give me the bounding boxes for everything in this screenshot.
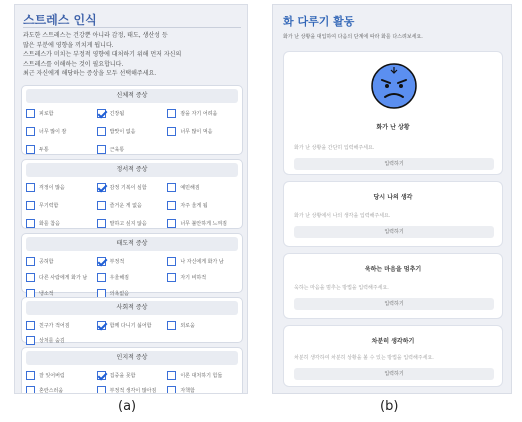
option-label: 화를 참음: [39, 220, 60, 227]
symptom-option[interactable]: [167, 106, 238, 120]
symptom-option[interactable]: [97, 270, 168, 284]
angry-face-icon: [370, 62, 418, 110]
option-label: 의욕없음: [109, 290, 129, 297]
checkbox[interactable]: [97, 145, 106, 154]
checkbox[interactable]: [26, 273, 35, 282]
card-title: 차분히 생각하기: [371, 338, 415, 345]
symptom-option[interactable]: [26, 368, 97, 382]
option-label: 무기력함: [39, 202, 59, 209]
card-input-placeholder[interactable]: 욱하는 마음을 멈추는 방법을 입력해주세요.: [294, 285, 389, 291]
symptom-option[interactable]: [26, 333, 97, 347]
checkbox[interactable]: [167, 386, 176, 395]
checkbox[interactable]: [167, 321, 176, 330]
page-title: 화 다루기 활동: [283, 15, 355, 28]
symptom-option[interactable]: [97, 198, 168, 212]
checkbox[interactable]: [167, 273, 176, 282]
card-title: 당시 나의 생각: [373, 194, 413, 201]
symptom-option[interactable]: [26, 142, 97, 156]
checkbox[interactable]: [167, 109, 176, 118]
symptom-option[interactable]: [167, 216, 238, 230]
section-heading: 인지적 증상: [26, 351, 238, 365]
symptom-option[interactable]: [97, 318, 168, 332]
symptom-section-attitude: [21, 233, 243, 297]
symptom-option[interactable]: [26, 216, 97, 230]
checkbox[interactable]: [97, 219, 106, 228]
option-label: 공허함: [39, 258, 54, 265]
symptom-grid: [22, 180, 242, 230]
symptom-option[interactable]: [97, 383, 168, 394]
option-label: 잠을 자기 어려움: [180, 110, 218, 117]
symptom-option[interactable]: [97, 254, 168, 268]
option-label: 자주 울게 됨: [180, 202, 208, 209]
symptom-option[interactable]: [26, 270, 97, 284]
input-button[interactable]: 입력하기: [294, 158, 494, 170]
symptom-option[interactable]: [97, 368, 168, 382]
symptom-option[interactable]: [97, 142, 168, 156]
checkbox[interactable]: [26, 219, 35, 228]
checkbox[interactable]: [26, 371, 35, 380]
option-label: 집중을 못함: [109, 372, 136, 379]
symptom-option[interactable]: [167, 318, 238, 332]
checkbox[interactable]: [97, 183, 106, 192]
checkbox[interactable]: [97, 321, 106, 330]
symptom-option[interactable]: [167, 383, 238, 394]
checkbox[interactable]: [167, 201, 176, 210]
option-label: 함께 다니기 싫어함: [109, 322, 152, 329]
symptom-option[interactable]: [26, 198, 97, 212]
checkbox[interactable]: [167, 371, 176, 380]
intro-line: 스트레스를 이해하는 것이 필요합니다.: [23, 60, 124, 68]
option-label: 밥맛이 없음: [109, 128, 136, 135]
option-label: 다른 사람에게 화가 남: [39, 274, 88, 281]
option-label: 상처를 숨김: [39, 337, 65, 344]
card-title: 욱하는 마음을 멈추기: [364, 266, 422, 273]
checkbox[interactable]: [97, 257, 106, 266]
option-label: 너무 많이 먹음: [180, 128, 213, 135]
symptom-section-social: [21, 297, 243, 343]
checkbox[interactable]: [97, 371, 106, 380]
symptom-grid: [22, 106, 242, 156]
checkbox[interactable]: [26, 386, 35, 395]
symptom-option[interactable]: [26, 124, 97, 138]
symptom-option[interactable]: [167, 180, 238, 194]
section-heading: 정서적 증상: [26, 163, 238, 177]
symptom-option[interactable]: [167, 254, 238, 268]
option-label: 나 자신에게 화가 남: [180, 258, 224, 265]
symptom-option[interactable]: [26, 318, 97, 332]
symptom-section-emotional: [21, 159, 243, 229]
activity-card-situation: [283, 51, 503, 175]
checkbox[interactable]: [97, 109, 106, 118]
checkbox[interactable]: [97, 386, 106, 395]
symptom-option[interactable]: [26, 106, 97, 120]
activity-card-calm: [283, 325, 503, 387]
option-label: 즐거운 게 없음: [109, 202, 142, 209]
input-button[interactable]: 입력하기: [294, 368, 494, 380]
checkbox[interactable]: [97, 201, 106, 210]
checkbox[interactable]: [26, 257, 35, 266]
option-label: 냉소적: [39, 290, 54, 297]
intro-line: 많은 부분에 영향을 끼치게 됩니다.: [23, 41, 114, 49]
checkbox[interactable]: [167, 219, 176, 228]
option-label: 외로움: [180, 322, 195, 329]
intro-line: 스트레스가 미치는 부정적 영향에 대처하기 위해 먼저 자신의: [23, 51, 182, 59]
input-button[interactable]: 입력하기: [294, 226, 494, 238]
symptom-option[interactable]: [97, 106, 168, 120]
option-label: 이론 대처하기 힘듦: [180, 372, 223, 379]
input-button[interactable]: 입력하기: [294, 298, 494, 310]
activity-card-thought: [283, 181, 503, 247]
anger-management-screen: [272, 4, 512, 394]
symptom-grid: [22, 254, 242, 300]
checkbox[interactable]: [26, 109, 35, 118]
checkbox[interactable]: [167, 127, 176, 136]
caption-b: (b): [380, 399, 399, 414]
checkbox[interactable]: [167, 183, 176, 192]
option-label: 잘 잊어버림: [39, 372, 65, 379]
symptom-option[interactable]: [26, 180, 97, 194]
stress-recognition-screen: [14, 4, 248, 394]
option-label: 근육통: [109, 146, 125, 153]
section-heading: 사회적 증상: [26, 301, 238, 315]
intro-text: [23, 31, 241, 79]
symptom-option[interactable]: [97, 180, 168, 194]
symptom-option[interactable]: [26, 383, 97, 394]
option-label: 너무 불안하게 느껴짐: [180, 220, 227, 227]
symptom-option[interactable]: [167, 124, 238, 138]
checkbox[interactable]: [26, 201, 35, 210]
option-label: 감정 기복이 심함: [109, 184, 147, 191]
option-label: 혼란스러움: [39, 387, 64, 394]
checkbox[interactable]: [97, 273, 106, 282]
checkbox[interactable]: [26, 127, 35, 136]
intro-line: 과도한 스트레스는 건강뿐 아니라 감정, 태도, 생산성 등: [23, 32, 168, 39]
option-label: 부정적: [109, 258, 125, 265]
symptom-option[interactable]: [26, 254, 97, 268]
caption-a: (a): [118, 399, 137, 414]
page-title: 스트레스 인식: [23, 13, 97, 27]
symptom-grid: [22, 318, 242, 347]
option-label: 부정적 생각이 많아짐: [109, 387, 157, 394]
option-label: 친구가 적어짐: [39, 322, 70, 329]
card-input-placeholder[interactable]: 화가 난 상황을 간단히 입력해주세요.: [294, 145, 375, 151]
option-label: 자책함: [180, 387, 195, 394]
intro-line: 최근 자신에게 해당하는 증상을 모두 선택해주세요.: [23, 70, 157, 78]
section-heading: 태도적 증상: [26, 237, 238, 251]
option-label: 두통: [39, 146, 49, 153]
option-label: 긴장됨: [109, 110, 125, 117]
checkbox[interactable]: [26, 321, 35, 330]
symptom-option[interactable]: [167, 368, 238, 382]
card-input-placeholder[interactable]: 차분히 생각하여 차분히 상황을 볼 수 있는 방법을 입력해주세요.: [294, 355, 434, 361]
option-label: 너무 많이 잠: [39, 128, 67, 135]
symptom-section-cognitive: [21, 347, 243, 394]
section-heading: 신체적 증상: [26, 89, 238, 103]
checkbox[interactable]: [97, 127, 106, 136]
activity-card-stop: [283, 253, 503, 319]
option-label: 자기 비하적: [180, 274, 207, 281]
page-subtitle: 화가 난 상황을 대입하여 다음의 단계에 따라 화를 다스려보세요.: [283, 34, 423, 40]
title-divider: [23, 27, 241, 28]
option-label: 우울해짐: [109, 274, 129, 281]
symptom-option[interactable]: [167, 198, 238, 212]
card-title: 화가 난 상황: [376, 124, 410, 131]
option-label: 예민해짐: [180, 184, 200, 191]
symptom-option[interactable]: [167, 270, 238, 284]
symptom-option[interactable]: [97, 124, 168, 138]
option-label: 말하고 싶지 않음: [109, 220, 147, 227]
checkbox[interactable]: [167, 257, 176, 266]
checkbox[interactable]: [26, 145, 35, 154]
option-label: 피로함: [39, 110, 54, 117]
symptom-section-physical: [21, 85, 243, 155]
checkbox[interactable]: [26, 183, 35, 192]
option-label: 걱정이 많음: [39, 184, 65, 191]
card-input-placeholder[interactable]: 화가 난 상황에서 나의 생각을 입력해주세요.: [294, 213, 391, 219]
checkbox[interactable]: [26, 336, 35, 345]
symptom-grid: [22, 368, 242, 394]
symptom-option[interactable]: [97, 216, 168, 230]
